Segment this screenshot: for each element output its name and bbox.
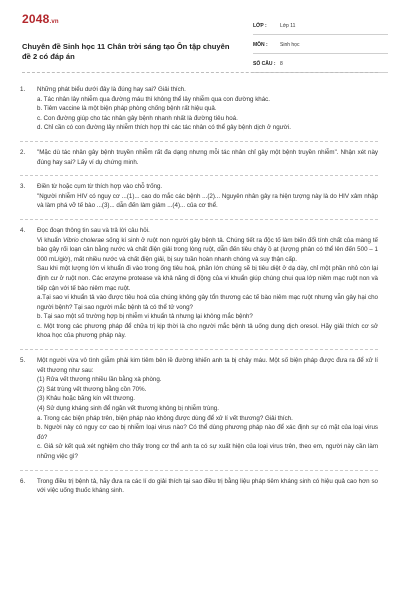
question-line: Sau khi một lượng lớn vi khuẩn đi vào trong ống tiêu hoá, phần lớn chúng sẽ bị tiêu diệt ở dạ dày, chỉ một phần nhỏ còn lại định cư ở ruột non. Các enzyme protease và khả năng di động của vi khuẩn giúp chúng chui qua lớp niêm mạc ruột non và tiếp cận với tế bào niêm mạc ruột. [37, 265, 378, 292]
question-line: (4) Sử dụng kháng sinh để ngăn vết thương không bị nhiễm trùng. [37, 405, 219, 413]
question-number: 3. [20, 183, 26, 191]
question-line: Đọc đoạn thông tin sau và trả lời câu hỏi. [37, 226, 150, 234]
question-list [20, 79, 378, 504]
meta-row-count [253, 58, 388, 73]
meta-value-subject: Sinh học [280, 42, 300, 48]
meta-value-count: 8 [280, 61, 283, 67]
question-line: "Người nhiễm HIV có nguy cơ ...(1)... cao do mắc các bệnh ...(2)... Nguyên nhân gây ra hiện tượng này là do HIV xâm nhập và làm phá vỡ tế bào ...(3)... dẫn đến làm giảm ...(4)... của cơ thể. [37, 192, 378, 210]
header-divider [22, 72, 378, 73]
question-line: b. Tiêm vaccine là một biện pháp phòng chống bệnh rất hiệu quả. [37, 105, 217, 113]
meta-row-class [253, 20, 388, 35]
question-number: 5. [20, 357, 26, 365]
question-3 [20, 176, 378, 220]
question-line: d. Chỉ cần có con đường lây nhiễm thích hợp thì các tác nhân có thể gây bệnh dịch ở người. [37, 124, 291, 132]
meta-row-subject [253, 39, 388, 54]
question-number: 6. [20, 477, 26, 485]
meta-label-subject: MÔN : [253, 42, 268, 48]
question-line: a. Tác nhân lây nhiễm qua đường máu thì không thể lây nhiễm qua con đường khác. [37, 95, 270, 103]
meta-label-count: SỐ CÂU : [253, 61, 276, 67]
question-number: 2. [20, 148, 26, 156]
logo-suffix: .vn [49, 19, 59, 25]
question-line: Vi khuẩn Vibrio cholerae sống kí sinh ở ruột non người gây bệnh tả. Chúng tiết ra độc tố làm biến đổi tính chất của màng tế bào gây rối loạn cân bằng nước và chất điện giải trong lòng ruột, dẫn đến tiêu chảy ồ ạt (lượng phân có thể lên đến 500 – 1 000 mL/giờ), mất nhiều nước và chất điện giải, bị suy tuần hoàn nhanh chóng và suy thận cấp. [37, 236, 379, 263]
question-line: (1) Rửa vết thương nhiều lần bằng xà phòng. [37, 376, 162, 384]
question-line: Những phát biểu dưới đây là đúng hay sai? Giải thích. [37, 86, 186, 93]
question-number: 4. [20, 226, 26, 234]
question-1 [20, 79, 378, 142]
question-4 [20, 220, 378, 350]
meta-box [253, 20, 388, 77]
question-line: b. Tại sao một số trường hợp bị nhiễm vi khuẩn tả nhưng lại không mắc bệnh? [37, 313, 253, 321]
question-line: c. Con đường giúp cho tác nhân gây bệnh nhanh nhất là đường tiêu hoá. [37, 114, 238, 122]
question-6 [20, 471, 378, 504]
question-line: b. Người này có nguy cơ cao bị nhiễm loại virus nào? Có thể dùng phương pháp nào để xác định sự có mặt của loại virus đó? [37, 424, 378, 441]
question-5 [20, 350, 378, 471]
meta-value-class: Lớp 11 [280, 23, 296, 29]
question-line: Một người vừa vô tình giẫm phải kim tiêm bên lề đường khiến anh ta bị chảy máu. Một số biện pháp được đưa ra để xử lí vết thương như sau: [37, 357, 378, 374]
question-line: (2) Sát trùng vết thương bằng cồn 70%. [37, 385, 147, 393]
site-logo[interactable] [22, 12, 59, 26]
question-line: Điền từ hoặc cụm từ thích hợp vào chỗ trống. [37, 183, 163, 191]
question-2 [20, 142, 378, 176]
question-line: a.Tại sao vi khuẩn tả vào được tiêu hoá của chúng không gây tổn thương các tế bào niêm mạc ruột nhưng vẫn gây hại cho người bệnh? Tại sao người mắc bệnh tả có thể tử vong? [37, 294, 378, 311]
question-line: c. Một trong các phương pháp để chữa trị kịp thời là cho người mắc bệnh tả uống dung dịch oresol. Hãy giải thích cơ sở khoa học của phương pháp này. [37, 322, 378, 340]
question-number: 1. [20, 86, 26, 93]
question-line: "Mặc dù tác nhân gây bệnh truyền nhiễm rất đa dạng nhưng mỗi tác nhân chỉ gây một bệnh truyền nhiễm". Nhận xét này đúng hay sai? Lấy ví dụ chứng minh. [37, 148, 378, 166]
question-line: c. Giả sử kết quả xét nghiệm cho thấy trong cơ thể anh ta có sự xuất hiện của loại virus trên, theo em, người này cần làm những việc gì? [37, 443, 378, 460]
question-line: (3) Khâu hoặc băng kín vết thương. [37, 395, 135, 403]
document-title: Chuyên đề Sinh học 11 Chân trời sáng tạo Ôn tập chuyên đề 2 có đáp án [22, 42, 230, 61]
logo-text: 2048 [22, 12, 50, 26]
question-line: a. Trong các biện pháp trên, biện pháp nào không được dùng để xử lí vết thương? Giải thích. [37, 414, 293, 422]
meta-label-class: LỚP : [253, 23, 267, 29]
question-line: Trong điều trị bệnh tả, hãy đưa ra các lí do giải thích tại sao điều trị bằng liệu pháp tiêm kháng sinh có hiệu quả cao hơn so với việc uống thuốc kháng sinh. [37, 477, 378, 495]
